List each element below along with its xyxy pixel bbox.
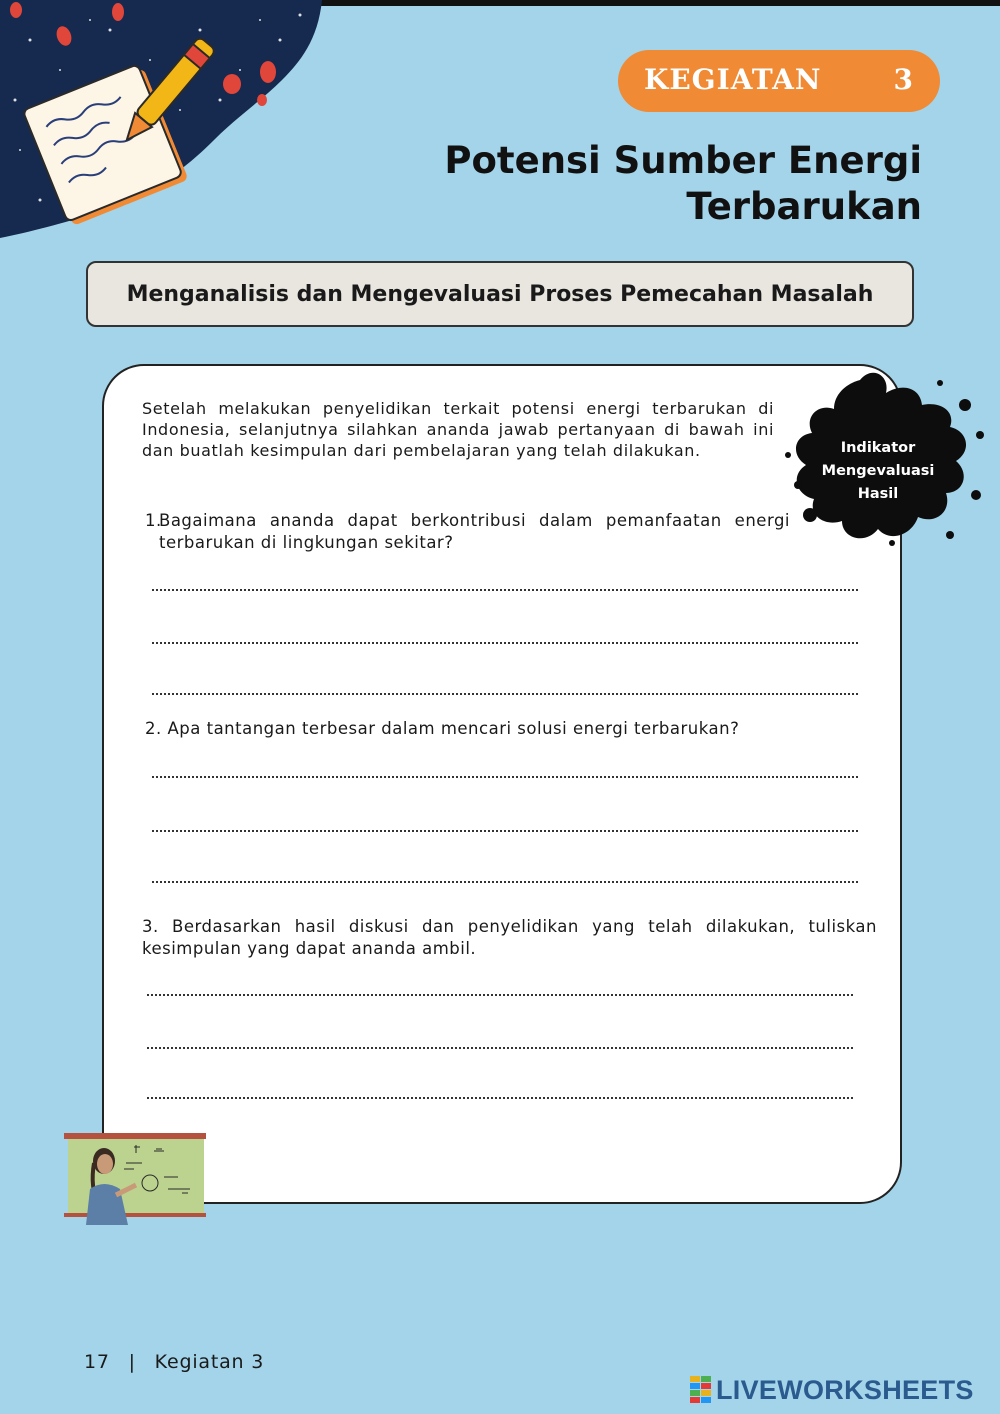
indicator-line-3: Hasil	[857, 486, 899, 502]
question-3: 3. Berdasarkan hasil diskusi dan penyelidikan yang telah dilakukan, tuliskan kesimpulan yang dapat ananda ambil.	[142, 917, 877, 958]
question-1	[145, 510, 790, 554]
teacher-illustration	[64, 1133, 206, 1225]
page-number: 17	[84, 1351, 110, 1373]
answer-line-3b[interactable]	[147, 1047, 853, 1049]
title-line-2: Terbarukan	[686, 185, 922, 228]
question-2: 2. Apa tantangan terbesar dalam mencari solusi energi terbarukan?	[145, 719, 740, 738]
answer-line-1a[interactable]	[152, 589, 858, 591]
page-footer	[84, 1351, 264, 1373]
activity-badge	[618, 50, 940, 112]
page-title	[362, 138, 922, 230]
subtitle-text: Menganalisis dan Mengevaluasi Proses Pemecahan Masalah	[126, 281, 874, 307]
indicator-line-2: Mengevaluasi	[821, 463, 935, 479]
indicator-line-1: Indikator	[840, 440, 916, 456]
footer-separator: |	[128, 1351, 136, 1373]
answer-line-3a[interactable]	[147, 994, 853, 996]
answer-line-2a[interactable]	[152, 776, 858, 778]
answer-line-1b[interactable]	[152, 642, 858, 644]
brand-name: LIVEWORKSHEETS	[716, 1374, 974, 1405]
answer-line-2c[interactable]	[152, 881, 858, 883]
liveworksheets-logo-icon	[690, 1376, 712, 1404]
title-line-1: Potensi Sumber Energi	[444, 139, 922, 182]
footer-section: Kegiatan 3	[154, 1351, 265, 1373]
badge-number: 3	[893, 63, 914, 96]
answer-line-2b[interactable]	[152, 830, 858, 832]
question-1-text: Bagaimana ananda dapat berkontribusi dalam pemanfaatan energi terbarukan di lingkungan sekitar?	[159, 511, 790, 552]
subtitle-box	[86, 261, 914, 327]
indicator-label	[818, 437, 938, 506]
liveworksheets-brand[interactable]	[690, 1372, 974, 1408]
question-1-number: 1.	[145, 511, 162, 530]
intro-paragraph: Setelah melakukan penyelidikan terkait potensi energi terbarukan di Indonesia, selanjutnya silahkan ananda jawab pertanyaan di bawah ini dan buatlah kesimpulan dari pembelajaran yang telah dilakukan.	[142, 399, 774, 460]
badge-label: KEGIATAN	[644, 63, 822, 96]
answer-line-3c[interactable]	[147, 1097, 853, 1099]
notebook-pen-illustration	[0, 0, 340, 250]
answer-line-1c[interactable]	[152, 693, 858, 695]
